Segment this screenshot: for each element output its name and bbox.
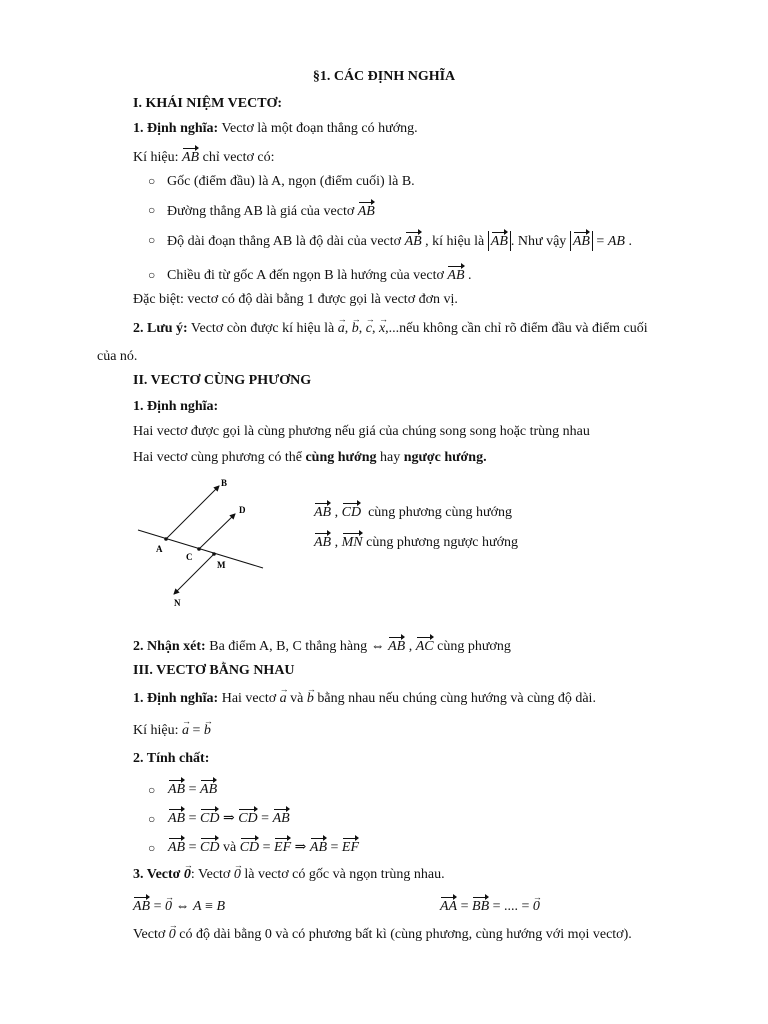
s3-zero-equation-1: AB = → 0 ⇔ A ≡ B bbox=[133, 896, 225, 916]
s1-notation bbox=[133, 147, 275, 167]
s1-bullet-4-end: . bbox=[464, 268, 472, 283]
s3-last-prefix: Vectơ bbox=[133, 927, 169, 942]
bullet-icon: ○ bbox=[148, 203, 156, 217]
vector-cd-line bbox=[199, 514, 235, 549]
label-a: A bbox=[156, 544, 163, 554]
vector-ab-line bbox=[166, 486, 219, 539]
equals-sign: = bbox=[592, 234, 608, 249]
vector-ac: AC bbox=[416, 636, 434, 656]
s3-definition bbox=[133, 690, 596, 708]
point-m bbox=[212, 552, 216, 556]
s1-definition-label: 1. Định nghĩa: bbox=[133, 121, 219, 136]
s3-notation: Kí hiệu: → a = → b bbox=[133, 722, 211, 740]
s3-property-3: AB = CD và CD = EF ⇒ AB = EF bbox=[168, 837, 359, 857]
s1-bullet-1: Gốc (điểm đầu) là A, ngọn (điểm cuối) là B. bbox=[167, 174, 415, 189]
vector-c: → c bbox=[366, 320, 372, 338]
point-c bbox=[197, 547, 201, 551]
s1-note-label: 2. Lưu ý: bbox=[133, 321, 188, 336]
s2-relation-1-text: cùng phương cùng hướng bbox=[368, 505, 512, 520]
bullet-icon: ○ bbox=[148, 233, 156, 247]
vector-b: → b bbox=[352, 320, 359, 338]
s3-zero-vector: 3. Vectơ → 0: Vectơ → 0 là vectơ có gốc và ngọn trùng nhau. bbox=[133, 866, 445, 884]
s1-notation-suffix: chỉ vectơ có: bbox=[199, 150, 275, 165]
s3-definition-and: và bbox=[286, 691, 307, 706]
s3-definition-label: 1. Định nghĩa: bbox=[133, 691, 219, 706]
s3-definition-text: Hai vectơ bbox=[218, 691, 280, 706]
s3-zero-text: : Vectơ bbox=[190, 867, 234, 882]
bullet-icon: ○ bbox=[148, 783, 156, 797]
vector-a: → a bbox=[280, 690, 287, 708]
s3-property-3-and: và bbox=[219, 840, 240, 855]
s2-relation-2-text: cùng phương ngược hướng bbox=[366, 535, 519, 550]
s3-zero-end: là vectơ có gốc và ngọn trùng nhau. bbox=[240, 867, 445, 882]
vector-a: → a bbox=[182, 722, 189, 740]
s1-note-end: ,...nếu không cần chỉ rõ điểm đầu và điểm cuối bbox=[385, 321, 648, 336]
s1-bullet-3-thus: . Như vậy bbox=[510, 234, 570, 249]
bullet-icon: ○ bbox=[148, 174, 156, 188]
section-3-heading: III. VECTƠ BẰNG NHAU bbox=[133, 663, 295, 678]
s1-definition-text: Vectơ là một đoạn thẳng có hướng. bbox=[218, 121, 418, 136]
label-b: B bbox=[221, 478, 228, 488]
s2-remark: 2. Nhận xét: Ba điểm A, B, C thẳng hàng ⇔ AB , AC cùng phương bbox=[133, 636, 511, 656]
s2-opposite-direction: ngược hướng. bbox=[403, 450, 487, 465]
s1-bullet-2-text: Đường thẳng AB là giá của vectơ bbox=[167, 204, 358, 219]
section-2-heading: II. VECTƠ CÙNG PHƯƠNG bbox=[133, 373, 312, 388]
bullet-icon: ○ bbox=[148, 812, 156, 826]
s2-remark-text: Ba điểm A, B, C thẳng hàng bbox=[205, 639, 371, 654]
vector-ab: AB bbox=[358, 201, 375, 221]
s1-notation-prefix: Kí hiệu: bbox=[133, 150, 182, 165]
label-m: M bbox=[217, 560, 226, 570]
vector-x: → x bbox=[379, 320, 385, 338]
s1-bullet-4-text: Chiều đi từ gốc A đến ngọn B là hướng của vectơ bbox=[167, 268, 448, 283]
s1-bullet-2 bbox=[167, 201, 375, 221]
s2-p2-or: hay bbox=[376, 450, 404, 465]
s3-definition-end: bằng nhau nếu chúng cùng hướng và cùng độ dài. bbox=[313, 691, 596, 706]
vector-length-ab: AB bbox=[488, 231, 511, 251]
s2-p2-text: Hai vectơ cùng phương có thể bbox=[133, 450, 306, 465]
vector-ab: AB bbox=[314, 532, 331, 552]
s1-note-cont: của nó. bbox=[97, 349, 138, 364]
s3-zero-description: Vectơ → 0 có độ dài bằng 0 và có phương bất kì (cùng phương, cùng hướng với mọi vectơ). bbox=[133, 926, 632, 944]
s1-note: 2. Lưu ý: Vectơ còn được kí hiệu là → a, → b, → c, → x,...nếu không cần chỉ rõ điểm đầu và điểm cuối bbox=[133, 320, 648, 338]
page-title: §1. CÁC ĐỊNH NGHĨA bbox=[312, 69, 456, 84]
vector-cd: CD bbox=[342, 502, 361, 522]
collinear-vectors-figure bbox=[130, 470, 280, 615]
label-n: N bbox=[174, 598, 181, 608]
vector-length-ab: AB bbox=[570, 231, 593, 251]
bullet-icon: ○ bbox=[148, 841, 156, 855]
s2-paragraph-1: Hai vectơ được gọi là cùng phương nếu giá của chúng song song hoặc trùng nhau bbox=[133, 424, 590, 439]
s3-property-2: AB = CD ⇒ CD = AB bbox=[168, 808, 290, 828]
s2-same-direction: cùng hướng bbox=[305, 450, 377, 465]
label-d: D bbox=[239, 505, 246, 515]
s3-notation-prefix: Kí hiệu: bbox=[133, 723, 182, 738]
s2-paragraph-2 bbox=[133, 449, 487, 467]
s2-relation-1: AB , CD cùng phương cùng hướng bbox=[314, 502, 512, 522]
s2-remark-end: cùng phương bbox=[437, 639, 511, 654]
section-1-heading: I. KHÁI NIỆM VECTƠ: bbox=[133, 96, 283, 111]
s3-zero-equation-2: AA = BB = .... = → 0 bbox=[440, 896, 540, 916]
vector-ab: AB bbox=[314, 502, 331, 522]
s3-zero-label: 3. Vectơ bbox=[133, 867, 184, 882]
vector-b: → b bbox=[204, 722, 211, 740]
s1-bullet-3: Độ dài đoạn thẳng AB là độ dài của vectơ AB , kí hiệu là AB . Như vậy AB = AB . bbox=[167, 231, 632, 251]
point-a bbox=[164, 537, 168, 541]
vector-mn: MN bbox=[342, 532, 363, 552]
vector-ab: AB bbox=[447, 265, 464, 285]
s1-bullet-3-notation: , kí hiệu là bbox=[421, 234, 488, 249]
s3-last-text: có độ dài bằng 0 và có phương bất kì (cùng phương, cùng hướng với mọi vectơ). bbox=[175, 927, 632, 942]
vector-b: → b bbox=[307, 690, 314, 708]
s1-bullet-3-text: Độ dài đoạn thẳng AB là độ dài của vectơ bbox=[167, 234, 405, 249]
s1-note-text: Vectơ còn được kí hiệu là bbox=[187, 321, 338, 336]
vector-ab: AB bbox=[405, 231, 422, 251]
vector-a: → a bbox=[338, 320, 345, 338]
s2-definition-label: 1. Định nghĩa: bbox=[133, 399, 219, 414]
s3-property-1: AB = AB bbox=[168, 779, 217, 799]
vector-ab: AB bbox=[388, 636, 405, 656]
s2-remark-label: 2. Nhận xét: bbox=[133, 639, 206, 654]
s1-bullet-3-end: . bbox=[624, 234, 632, 249]
s1-special: Đặc biệt: vectơ có độ dài bằng 1 được gọi là vectơ đơn vị. bbox=[133, 292, 458, 307]
s1-definition bbox=[133, 120, 418, 138]
s1-bullet-4 bbox=[167, 265, 472, 285]
vector-ab: AB bbox=[182, 147, 199, 167]
label-c: C bbox=[186, 552, 193, 562]
s2-relation-2: AB , MN cùng phương ngược hướng bbox=[314, 532, 518, 552]
s3-properties-label: 2. Tính chất: bbox=[133, 751, 210, 766]
vector-mn-line bbox=[174, 554, 214, 594]
bullet-icon: ○ bbox=[148, 268, 156, 282]
